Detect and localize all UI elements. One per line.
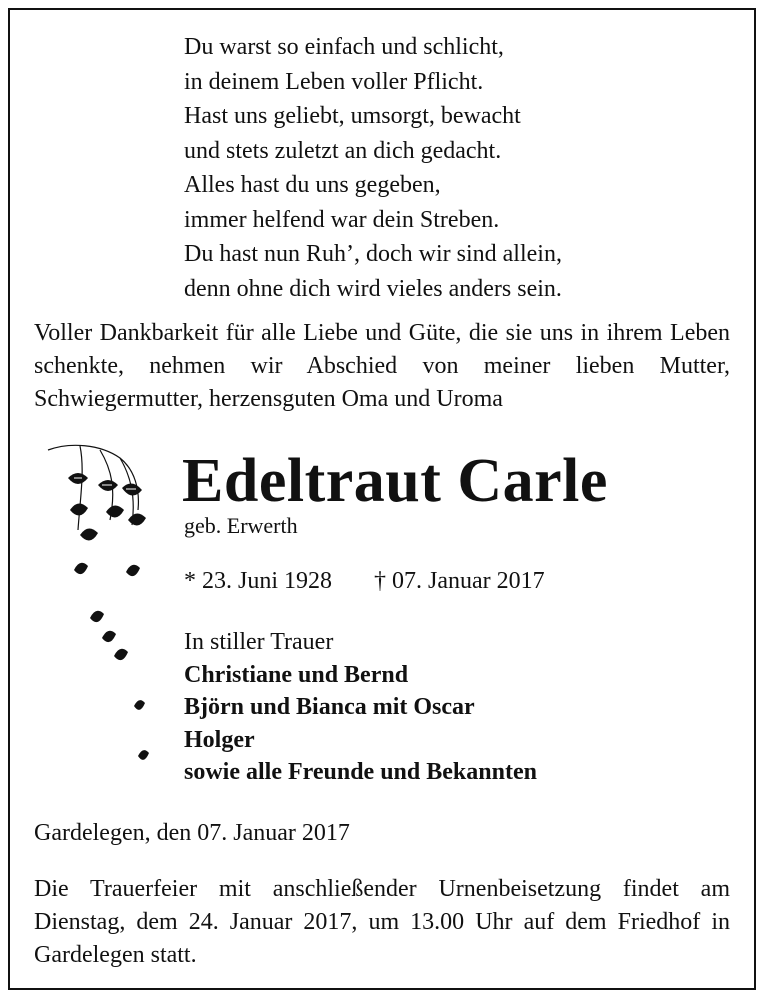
poem-line: Hast uns geliebt, umsorgt, bewacht [184,103,521,129]
maiden-name: geb. Erwerth [184,513,298,538]
poem-line: denn ohne dich wird vieles anders sein. [184,275,562,302]
poem-line: Alles hast du uns gegeben, [184,172,441,198]
deceased-name: Edeltraut Carle [182,447,608,515]
intro-text: Voller Dankbarkeit für alle Liebe und Güte, die sie uns in ihrem Leben schenkte, nehmen wir Abschied von meiner lieben Mutter, Schwiegermutter, herzensguten Oma und Uroma [34,320,730,412]
funeral-info: Die Trauerfeier mit anschließender Urnenbeisetzung findet am Dienstag, dem 24. Januar 2017, um 13.00 Uhr auf dem Friedhof in Gardelegen statt. [34,876,730,968]
poem-line: Du warst so einfach und schlicht, [184,34,504,60]
mourner-name: sowie alle Freunde und Bekannten [184,759,537,785]
mourners-block [184,626,537,789]
place-and-date: Gardelegen, den 07. Januar 2017 [34,820,350,846]
birch-branch-icon [40,440,170,780]
poem-line: in deinem Leben voller Pflicht. [184,68,484,95]
mourner-name: Björn und Bianca mit Oscar [184,694,475,720]
mourner-name: Holger [184,726,255,753]
life-dates [184,566,545,596]
poem-line: immer helfend war dein Streben. [184,206,500,233]
poem [184,30,704,306]
mourning-heading: In stiller Trauer [184,629,334,655]
mourner-name: Christiane und Bernd [184,661,409,688]
poem-line: Du hast nun Ruh’, doch wir sind allein, [184,241,562,267]
death-date: † 07. Januar 2017 [374,568,545,594]
poem-line: und stets zuletzt an dich gedacht. [184,137,502,164]
birth-date: * 23. Juni 1928 [184,568,333,594]
